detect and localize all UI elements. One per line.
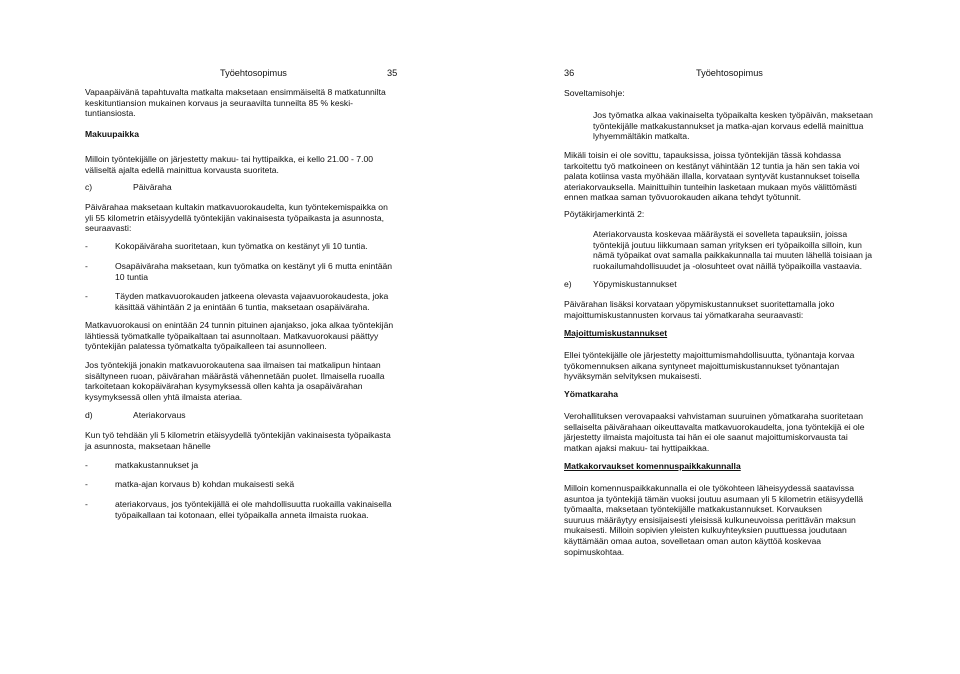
- text-line: majoittumiskustannusten korvaus tai yömatkaraha seuraavasti:: [564, 309, 804, 320]
- text-line: Osapäiväraha maksetaan, kun työmatka on kestänyt yli 6 mutta enintään: [115, 261, 393, 271]
- text-line: tarkoitettu työ matkoineen on kestänyt vähintään 12 tuntia ja hän sen takia voi: [564, 160, 860, 171]
- right-para-komennuspaikkakunta: [564, 483, 863, 557]
- text-line: tarkoitetaan kokopäivärahan kysymyksessä ollen kahta ja osapäivärahan: [85, 381, 363, 392]
- text-line: hyväksymän selvityksen mukaisesti.: [564, 371, 702, 382]
- text-line: sisältyneen ruoan, päivärahan määrästä vähennetään puolet. Ilmaisella ruoalla: [85, 370, 385, 381]
- text-line: väliseltä ajalta edellä mainittua korvausta suoriteta.: [85, 164, 279, 175]
- text-line: kysymyksessä ollen yhtä ilmaista ateriaa.: [85, 391, 243, 402]
- text-line: yli 55 kilometrin etäisyydellä työntekijän vakinaisesta työpaikasta ja asunnosta,: [85, 212, 385, 223]
- text-line: Ateriakorvausta koskevaa määräystä ei sovelleta tapauksiin, joissa: [593, 229, 848, 239]
- right-header-title: Työehtosopimus: [696, 68, 763, 78]
- bullet-matkakustannukset: [115, 460, 198, 471]
- bullet-vajaavuorokausi: [115, 291, 388, 312]
- bullet-ateriakorvaus: [115, 499, 392, 520]
- bullet-matka-ajan-korvaus: [115, 479, 294, 490]
- text-line: lyhyemmältäkin matkalta.: [593, 131, 690, 142]
- soveltamisohje-para: [593, 110, 873, 142]
- left-para-ateriakorvaus: [85, 430, 391, 451]
- right-para-majoittumis: [564, 350, 854, 382]
- text-line: Kokopäiväraha suoritetaan, kun työmatka on kestänyt yli 10 tuntia.: [115, 241, 368, 251]
- poytakirjamerkinta-label: Pöytäkirjamerkintä 2:: [564, 209, 645, 219]
- text-line: 10 tuntia: [115, 271, 148, 282]
- text-line: käsittää vähintään 2 ja enintään 6 tuntia, maksetaan osapäiväraha.: [115, 301, 370, 312]
- text-line: ennen matkaa saman työvuorokauden aikana tehdyt työtunnit.: [564, 192, 801, 203]
- bullet-kokopaivaraha: [115, 241, 368, 252]
- text-line: Milloin työntekijälle on järjestetty makuu- tai hyttipaikka, ei kello 21.00 - 7.00: [85, 154, 374, 164]
- text-line: matka-ajan korvaus b) kohdan mukaisesti sekä: [115, 479, 295, 489]
- right-page: [480, 0, 960, 674]
- text-line: järjestetty ilmaista majoitusta tai hän ei ole saanut majoittumiskorvausta tai: [564, 432, 848, 443]
- text-line: suuruus määräytyy ensisijaisesti yleisissä kulkuneuvoissa perittävän maksun: [564, 514, 856, 525]
- bullet-dash: -: [85, 460, 88, 470]
- text-line: työntekijä joutuu liikkumaan saman yrityksen eri työpaikoilla silloin, kun: [593, 239, 862, 250]
- text-line: Vapaapäivänä tapahtuvalta matkalta maksetaan ensimmäiseltä 8 matkatunnilta: [85, 87, 386, 97]
- text-line: tuntiansiosta.: [85, 108, 136, 119]
- text-line: Jos työmatka alkaa vakinaiselta työpaikalta kesken työpäivän, maksetaan: [593, 110, 873, 120]
- text-line: työmaalta, maksetaan työntekijälle matkakustannukset. Korvauksen: [564, 504, 822, 515]
- text-line: seuraavasti:: [85, 223, 132, 234]
- text-line: Ellei työntekijälle ole järjestetty majoittumismahdollisuutta, työnantaja korvaa: [564, 350, 855, 360]
- text-line: Kun työ tehdään yli 5 kilometrin etäisyydellä työntekijän vakinaisesta työpaikasta: [85, 430, 391, 440]
- section-c-title: Päiväraha: [133, 182, 172, 192]
- heading-majoittumiskustannukset: Majoittumiskustannukset: [564, 328, 668, 338]
- left-header-title: Työehtosopimus: [220, 68, 287, 78]
- bullet-dash: -: [85, 261, 88, 271]
- heading-makuupaikka: Makuupaikka: [85, 129, 139, 139]
- text-line: käyttämään omaa autoa, sovelletaan oman auton käyttöä koskevaa: [564, 535, 822, 546]
- text-line: mukaisesti. Milloin sopivien yleisten kulkuyhteyksien puuttuessa joudutaan: [564, 525, 847, 536]
- section-d-letter: d): [85, 410, 93, 420]
- text-line: sellaiselta päivärahaan oikeuttavalta matkavuorokaudelta, jona työntekijä ei ole: [564, 421, 865, 432]
- text-line: ja asunnosta, maksetaan hänelle: [85, 440, 211, 451]
- text-line: Mikäli toisin ei ole sovittu, tapauksissa, joissa työntekijän tässä kohdassa: [564, 150, 842, 160]
- text-line: ateriakorvaus, jos työntekijällä ei ole mahdollisuutta ruokailla vakinaisella: [115, 499, 392, 509]
- text-line: työkomennuksen aikana syntyneet majoittumiskustannukset työnantajan: [564, 360, 840, 371]
- left-para-ruoka: [85, 360, 385, 402]
- heading-matkakorvaukset-komennuspaikkakunnalla: Matkakorvaukset komennuspaikkakunnalla: [564, 461, 741, 471]
- section-e-title: Yöpymiskustannukset: [593, 279, 677, 289]
- bullet-dash: -: [85, 499, 88, 509]
- section-e-letter: e): [564, 279, 572, 289]
- text-line: Verohallituksen verovapaaksi vahvistaman suuruinen yömatkaraha suoritetaan: [564, 411, 864, 421]
- bullet-osapaivaraha: [115, 261, 392, 282]
- section-c-letter: c): [85, 182, 93, 192]
- text-line: matkakustannukset ja: [115, 460, 199, 470]
- text-line: palata kotiinsa vasta myöhään illalla, korvataan syntyvät kustannukset toisella: [564, 171, 860, 182]
- left-page-number: 35: [387, 68, 398, 78]
- text-line: työntekijälle matkakustannukset ja matka-ajan korvaus edellä mainittua: [593, 120, 864, 131]
- soveltamisohje-label: Soveltamisohje:: [564, 88, 625, 98]
- right-para-yomatkaraha: [564, 411, 865, 453]
- left-para-paivaraha: [85, 202, 388, 234]
- text-line: ateriakorvauksella. Mainittuihin tunteihin lasketaan mukaan myös välittömästi: [564, 181, 857, 192]
- text-line: ruokailumahdollisuudet ja -olosuhteet ovat näillä työpaikoilla vastaavia.: [593, 260, 862, 271]
- text-line: lähtiessä työmatkalle työpaikaltaan tai asunnoltaan. Matkavuorokausi päättyy: [85, 330, 379, 341]
- text-line: Jos työntekijä jonakin matkavuorokautena saa ilmaisen tai matkalipun hintaan: [85, 360, 381, 370]
- right-page-number: 36: [564, 68, 575, 78]
- text-line: asuntoa ja työntekijä tämän vuoksi joutuu asumaan yli 5 kilometrin etäisyydellä: [564, 493, 864, 504]
- right-para-yopymis: [564, 299, 834, 320]
- text-line: työpaikallaan tai kotonaan, ellei työpaikalla anneta ilmaista ruokaa.: [115, 509, 369, 520]
- text-line: Matkavuorokausi on enintään 24 tunnin pituinen ajanjakso, joka alkaa työntekijän: [85, 320, 394, 330]
- left-para-vapaapaiva: [85, 87, 386, 119]
- text-line: Täyden matkavuorokauden jatkeena olevasta vajaavuorokaudesta, joka: [115, 291, 389, 301]
- right-para-12-tuntia: [564, 150, 860, 203]
- heading-yomatkaraha: Yömatkaraha: [564, 389, 618, 399]
- text-line: matkan ajaksi makuu- tai hyttipaikkaa.: [564, 442, 710, 453]
- bullet-dash: -: [85, 291, 88, 301]
- text-line: sopimuskohtaa.: [564, 546, 625, 557]
- bullet-dash: -: [85, 241, 88, 251]
- text-line: Milloin komennuspaikkakunnalla ei ole työkohteen läheisyydessä saatavissa: [564, 483, 854, 493]
- text-line: Päivärahan lisäksi korvataan yöpymiskustannukset suoritettamalla joko: [564, 299, 835, 309]
- poytakirjamerkinta-para: [593, 229, 872, 271]
- text-line: Päivärahaa maksetaan kultakin matkavuorokaudelta, kun työntekemispaikka on: [85, 202, 388, 212]
- text-line: nämä työpaikat ovat samalla paikkakunnalla tai muuten lähellä toisiaan ja: [593, 250, 872, 261]
- left-para-matkavuorokausi: [85, 320, 393, 352]
- text-line: työntekijän palatessa työmatkalta työpaikalleen tai asunnolleen.: [85, 341, 327, 352]
- left-para-makuupaikka: [85, 154, 373, 175]
- section-d-title: Ateriakorvaus: [133, 410, 186, 420]
- bullet-dash: -: [85, 479, 88, 489]
- text-line: keskituntiansion mukainen korvaus ja seuraavilta tunneilta 85 % keski-: [85, 97, 353, 108]
